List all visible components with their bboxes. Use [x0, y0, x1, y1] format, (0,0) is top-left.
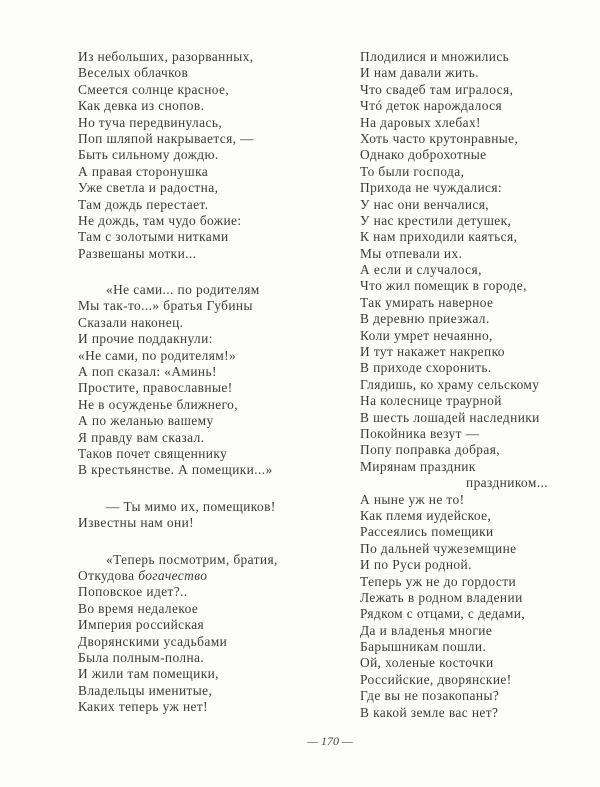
verse-line [78, 98, 338, 114]
verse-text: Попу поправка добрая, [360, 442, 501, 458]
verse-line [78, 666, 338, 682]
verse-text: В крестьянстве. А помещики...» [78, 462, 273, 478]
verse-text: Ой, холеные косточки [360, 655, 494, 671]
verse-line [360, 705, 560, 721]
verse-text: А ныне уж не то! [360, 491, 465, 507]
verse-text: Так умирать наверное [360, 294, 494, 310]
stanza [78, 499, 338, 532]
verse-line [78, 298, 338, 314]
verse-text: И жили там помещики, [78, 666, 219, 682]
verse-text: Как племя иудейское, [360, 507, 492, 523]
verse-line [360, 557, 560, 573]
verse-text: «Не сами... по родителям [106, 282, 260, 298]
verse-line [78, 49, 338, 65]
verse-line [78, 282, 338, 298]
verse-text: Поп шляпой накрывается, — [78, 130, 254, 146]
verse-text: Чтó деток нарождалося [360, 98, 503, 114]
verse-line [360, 82, 560, 98]
stanza [78, 552, 338, 716]
verse-text: Да и владенья многие [360, 622, 493, 638]
verse-line [78, 164, 338, 180]
stanza [78, 49, 338, 262]
verse-line [360, 574, 560, 590]
verse-line [360, 393, 560, 409]
page-number: — 170 — [307, 734, 353, 748]
verse-line [78, 568, 338, 584]
verse-line [360, 410, 560, 426]
verse-line [360, 508, 560, 524]
verse-text: Была полным-полна. [78, 649, 205, 665]
verse-line [78, 364, 338, 380]
poem-column-right [360, 49, 560, 741]
verse-line [78, 315, 338, 331]
verse-line [360, 229, 560, 245]
verse-text: Развешаны мотки... [78, 245, 197, 261]
verse-text: Российские, дворянские! [360, 671, 512, 687]
verse-text: Веселых облачков [78, 65, 189, 81]
verse-text: На колеснице траурной [360, 393, 502, 409]
verse-line [78, 462, 338, 478]
verse-text: В приходе схоронить. [360, 360, 492, 376]
verse-line [360, 213, 560, 229]
verse-line [360, 328, 560, 344]
verse-line [78, 82, 338, 98]
verse-line [360, 246, 560, 262]
verse-line [360, 688, 560, 704]
verse-line [360, 65, 560, 81]
verse-line [78, 499, 338, 515]
verse-text: — Ты мимо их, помещиков! [106, 498, 276, 514]
verse-text: Мирянам праздник [360, 458, 476, 474]
verse-line [78, 584, 338, 600]
verse-text: Известны нам они! [78, 515, 195, 531]
verse-line [78, 147, 338, 163]
verse-text: И нам давали жить. [360, 65, 480, 81]
verse-text: К нам приходили каяться, [360, 229, 518, 245]
verse-text: Теперь уж не до гордости [360, 573, 517, 589]
verse-text: Владельцы именитые, [78, 682, 213, 698]
verse-text: Сказали наконец. [78, 314, 184, 330]
verse-text: Как девка из снопов. [78, 98, 205, 114]
verse-line [360, 475, 560, 491]
verse-line [360, 426, 560, 442]
verse-line [78, 197, 338, 213]
verse-line [78, 430, 338, 446]
stanza [78, 282, 338, 479]
verse-line [360, 639, 560, 655]
verse-text: Мы так-то...» братья Губины [78, 298, 253, 314]
verse-text: Дворянскими усадьбами [78, 633, 228, 649]
verse-line [78, 446, 338, 462]
verse-line [360, 377, 560, 393]
verse-text: И прочие поддакнули: [78, 331, 213, 347]
poem-column-left [78, 49, 338, 735]
verse-line [78, 213, 338, 229]
verse-text: Быть сильному дождю. [78, 147, 219, 163]
verse-line [360, 541, 560, 557]
verse-line [360, 180, 560, 196]
verse-text: И по Руси родной. [360, 557, 472, 573]
verse-text: У нас крестили детушек, [360, 212, 512, 228]
verse-text: А если и случалося, [360, 262, 482, 278]
verse-text: А по желанью вашему [78, 413, 214, 429]
verse-text: Что свадеб там игралося, [360, 81, 514, 97]
verse-text: Рассеялись помещики [360, 524, 494, 540]
verse-text: И тут накажет накрепко [360, 344, 505, 360]
verse-text: Барышникам пошли. [360, 639, 487, 655]
verse-text: Смеется солнце красное, [78, 81, 230, 97]
verse-line [78, 650, 338, 666]
verse-line [78, 115, 338, 131]
verse-line [360, 295, 560, 311]
verse-text: Рядком с отцами, с дедами, [360, 606, 526, 622]
verse-text: А правая сторонушка [78, 163, 209, 179]
verse-text: Покойника везут — [360, 425, 480, 441]
verse-text: Во время недалекое [78, 600, 199, 616]
verse-line [78, 601, 338, 617]
verse-text: «Теперь посмотрим, братия, [106, 551, 278, 567]
verse-line [78, 348, 338, 364]
verse-line [78, 180, 338, 196]
verse-text: Там с золотыми нитками [78, 229, 229, 245]
verse-text: Прихода не чуждалися: [360, 180, 503, 196]
verse-text: Из небольших, разорванных, [78, 49, 254, 64]
verse-line [360, 492, 560, 508]
verse-text: «Не сами, по родителям!» [78, 347, 237, 363]
verse-text: По дальней чужеземщине [360, 540, 517, 556]
verse-text: Не в осужденье ближнего, [78, 396, 239, 412]
verse-text: В деревню приезжал. [360, 311, 490, 327]
verse-text: Откудова [78, 567, 139, 583]
verse-line [360, 164, 560, 180]
verse-text: Не дождь, там чудо божие: [78, 212, 242, 228]
verse-line [360, 147, 560, 163]
verse-line [360, 344, 560, 360]
verse-line [78, 634, 338, 650]
verse-text: На даровых хлебах! [360, 114, 481, 130]
verse-line [360, 590, 560, 606]
verse-line [360, 49, 560, 65]
verse-line [360, 278, 560, 294]
verse-line [78, 131, 338, 147]
verse-line [78, 683, 338, 699]
verse-line [360, 524, 560, 540]
verse-line [360, 442, 560, 458]
verse-line [78, 699, 338, 715]
verse-text: Лежать в родном владении [360, 589, 523, 605]
stanza [360, 49, 560, 721]
verse-line [360, 623, 560, 639]
verse-text: Империя российская [78, 617, 205, 633]
verse-text: А поп сказал: «Аминь! [78, 364, 217, 380]
verse-text: Коли умрет нечаянно, [360, 327, 493, 343]
verse-line [360, 262, 560, 278]
verse-text: Мы отпевали их. [360, 245, 463, 261]
verse-text: праздником... [466, 475, 548, 491]
verse-line [360, 655, 560, 671]
verse-line [78, 246, 338, 262]
verse-emphasis: богачество [138, 567, 208, 583]
verse-text: Там дождь перестает. [78, 196, 209, 212]
verse-line [360, 197, 560, 213]
verse-line [78, 229, 338, 245]
verse-text: Плодилися и множились [360, 49, 510, 64]
verse-line [78, 331, 338, 347]
verse-line [360, 131, 560, 147]
verse-text: Таков почет священнику [78, 445, 228, 461]
verse-line [360, 311, 560, 327]
verse-line [78, 65, 338, 81]
verse-line [78, 515, 338, 531]
verse-text: Что жил помещик в городе, [360, 278, 527, 294]
verse-text: Каких теперь уж нет! [78, 699, 209, 715]
verse-line [360, 459, 560, 475]
verse-line [78, 413, 338, 429]
verse-text: Глядишь, ко храму сельскому [360, 376, 540, 392]
verse-line [78, 552, 338, 568]
verse-text: Где вы не позакопаны? [360, 688, 500, 704]
verse-line [360, 98, 560, 114]
verse-text: Поповское идет?.. [78, 584, 188, 600]
verse-line [360, 672, 560, 688]
verse-text: У нас они венчалися, [360, 196, 490, 212]
verse-text: Однако доброхотные [360, 147, 487, 163]
verse-text: Я правду вам сказал. [78, 429, 205, 445]
verse-text: Но туча передвинулась, [78, 114, 223, 130]
verse-line [78, 380, 338, 396]
verse-line [360, 360, 560, 376]
verse-text: Уже светла и радостна, [78, 180, 219, 196]
verse-text: То были господа, [360, 163, 465, 179]
verse-text: Простите, православные! [78, 380, 233, 396]
verse-text: В какой земле вас нет? [360, 704, 499, 720]
verse-line [360, 115, 560, 131]
verse-line [360, 606, 560, 622]
verse-text: Хоть часто крутонравные, [360, 130, 519, 146]
verse-line [78, 617, 338, 633]
verse-text: В шесть лошадей наследники [360, 409, 540, 425]
verse-line [78, 397, 338, 413]
